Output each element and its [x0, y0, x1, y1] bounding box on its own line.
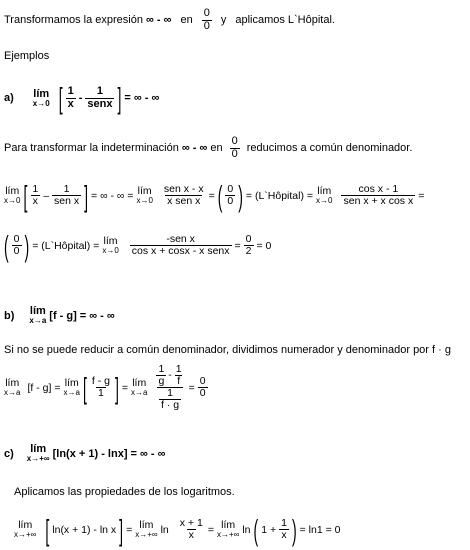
frac-num: 0	[13, 233, 20, 245]
frac-num: 1	[175, 363, 182, 375]
limit	[135, 520, 157, 539]
frac-den: cos x + cosx - x senx	[131, 245, 230, 258]
frac-num: 1	[281, 517, 287, 529]
frac	[156, 364, 166, 387]
intro-y: y	[220, 14, 227, 27]
lim-sub: x→0	[102, 245, 119, 255]
lim-sub: x→+∞	[216, 529, 240, 539]
frac-den: senx	[87, 97, 113, 110]
frac-den: 1	[98, 387, 104, 400]
frac-num: 1	[67, 85, 74, 97]
expr: [ln(x + 1) - lnx]	[52, 447, 128, 460]
eq-result: = ln1 = 0	[299, 523, 341, 536]
hopital-text: = (L`Hôpital) =	[32, 239, 100, 252]
frac-num: 1	[167, 387, 173, 400]
frac-den: 0	[227, 195, 234, 208]
one-plus: 1 +	[261, 523, 277, 536]
eq-part: = ∞ - ∞ =	[91, 189, 134, 202]
limit	[4, 378, 20, 397]
frac-num: cos x - 1	[358, 183, 399, 195]
eq-sign: =	[188, 381, 195, 394]
lim-text: lím	[18, 519, 33, 532]
frac-den: 0	[231, 147, 238, 160]
frac-num: -sen x	[166, 233, 195, 245]
frac	[225, 184, 235, 207]
frac-den: x	[281, 529, 287, 542]
lim-text: lím	[103, 235, 118, 248]
frac-den: sen x	[54, 195, 80, 208]
hopital-text: = (L`Hôpital) =	[245, 189, 314, 202]
lim-text: lím	[29, 305, 46, 317]
intro-text-2: aplicamos L`Hôpital.	[235, 14, 335, 27]
frac	[341, 184, 415, 207]
eq-sign: =	[121, 381, 128, 394]
eq-sign: =	[54, 381, 61, 394]
frac-num: 0	[203, 7, 210, 19]
frac-1-over-senx	[85, 86, 114, 110]
expr: [f - g]	[27, 381, 52, 394]
expr: [f - g]	[49, 309, 77, 322]
limit	[29, 306, 46, 325]
ln-text: ln	[160, 523, 169, 536]
frac-den: 0	[199, 387, 206, 400]
minus-sign: -	[78, 92, 83, 105]
frac-num: 0	[245, 233, 252, 245]
result: = ∞ - ∞	[130, 447, 166, 460]
para-text: Para transformar la indeterminación	[4, 142, 179, 155]
example-a-label: a)	[4, 92, 14, 105]
ln-text: ln	[242, 523, 251, 536]
lim-sub: x→a	[131, 387, 148, 397]
para-c: Aplicamos las propiedades de los logaritmos.	[14, 486, 235, 498]
lim-sub: x→a	[63, 387, 80, 397]
frac-num: sen x - x	[163, 183, 204, 195]
eq-result: = 0	[256, 239, 272, 252]
frac-1-over-x	[66, 86, 76, 110]
example-b-heading	[4, 306, 115, 325]
frac-den: x	[32, 195, 38, 208]
frac-num: x + 1	[179, 517, 203, 529]
frac	[52, 184, 81, 207]
lim-sub: x→+∞	[26, 454, 50, 463]
frac	[162, 184, 206, 207]
frac-num: 1	[158, 363, 165, 375]
frac	[244, 234, 254, 257]
frac	[178, 518, 205, 541]
frac-num: 1	[63, 183, 70, 195]
limit	[316, 186, 332, 205]
frac-num: 1	[32, 183, 39, 195]
limit	[27, 444, 50, 463]
compound-frac	[154, 364, 185, 411]
example-a-heading: a) lím x→0 [ $\frac{1}{x}$ - $\frac{1}{\text{senx}}$ ] = ∞ - ∞	[4, 81, 160, 115]
eq-sign: =	[207, 523, 214, 536]
frac	[279, 518, 289, 541]
compound-den	[157, 387, 183, 411]
frac	[90, 376, 112, 399]
equation-c: lím x→+∞ [ ln(x + 1) - ln x ] = lím x→+∞ ln $\frac{x + 1}{x}$ = lím x→+∞ ln ( 1 + $\frac{1}{x}$ ) = ln1 = 0	[14, 512, 341, 547]
para-text-2: reducimos a común denominador.	[246, 142, 413, 155]
equation-a-1: lím x→0 [ $\frac{1}{x}$ – $\frac{1}{\text{sen x}}$ ] = ∞ - ∞ = lím x→0 $\frac{\text{sen x - x}}{\text{x sen x}}$ = ( $\frac{0}{0}$ ) = (L`Hôpital) = lím x→0 $\frac{\text{cos x - 1}}{\text{sen x + x cos x}}$ =	[4, 178, 425, 213]
lim-text: lím	[5, 377, 20, 390]
result: = ∞ - ∞	[124, 92, 160, 105]
lim-text: lím	[64, 377, 79, 390]
para-a	[4, 136, 412, 160]
limit	[64, 378, 80, 397]
zero-over-zero	[230, 136, 240, 160]
lim-sub: x→+∞	[14, 529, 37, 539]
ejemplos-heading: Ejemplos	[4, 50, 50, 62]
example-b-label: b)	[4, 309, 15, 322]
frac-den: 0	[203, 19, 210, 32]
frac-num: 0	[231, 135, 238, 147]
frac-den: f	[177, 375, 181, 388]
frac	[198, 376, 208, 399]
limit	[217, 520, 239, 539]
frac-num: f - g	[91, 375, 110, 388]
indeterminate-form: ∞ - ∞	[181, 142, 208, 155]
en-text: en	[210, 142, 223, 155]
lim-sub: x→a	[4, 387, 21, 397]
eq-sign: =	[234, 239, 241, 252]
eq-sign: =	[126, 523, 133, 536]
inner-expr: ln(x + 1) - ln x	[52, 523, 117, 536]
equation-a-2: ( $\frac{0}{0}$ ) = (L`Hôpital) = lím x→0 $\frac{\text{-sen x}}{\text{cos x + cosx - x senx}}$ = $\frac{0}{2}$ = 0	[4, 228, 272, 263]
frac	[30, 184, 40, 207]
frac-den: f · g	[161, 399, 180, 412]
frac-den: x	[188, 529, 194, 542]
indeterminate-form: ∞ - ∞	[145, 14, 172, 27]
frac-num: 0	[199, 375, 206, 388]
lim-sub: x→+∞	[135, 529, 158, 539]
frac-den: 0	[13, 245, 20, 258]
limit	[102, 236, 118, 255]
compound-num	[154, 364, 185, 387]
equation-b: lím x→a [f - g] = lím x→a [ $\frac{f - g}{1}$ ] = lím x→a $\frac{1}{g}$ - $\frac{1}{f}$ $\frac{1}{f \cdot g}$ = $\frac{0}{0}$	[4, 363, 206, 412]
lim-sub: x→0	[136, 195, 153, 205]
frac-den: g	[158, 375, 165, 388]
frac-num: 0	[227, 183, 234, 195]
example-c-heading	[4, 444, 165, 463]
lim-sub: x→0	[32, 98, 50, 108]
zero-over-zero	[202, 8, 212, 32]
eq-sign: =	[418, 189, 425, 202]
frac-den: x	[67, 97, 74, 110]
limit	[136, 186, 152, 205]
lim-text: lím	[139, 519, 154, 532]
lim-text: lím	[137, 185, 152, 198]
frac-den: 2	[245, 245, 252, 258]
limit	[131, 378, 147, 397]
frac	[174, 364, 184, 387]
lim-text: lím	[221, 519, 236, 532]
eq-sign: =	[208, 189, 215, 202]
lim-text: lím	[30, 443, 47, 455]
frac	[159, 388, 181, 411]
frac	[130, 234, 232, 257]
limit	[14, 520, 36, 539]
frac	[12, 234, 22, 257]
intro-en: en	[180, 14, 193, 27]
limit: lím x→0	[4, 185, 21, 205]
intro-text-1: Transformamos la expresión	[4, 14, 143, 27]
para-b: Si no se puede reducir a común denominador, dividimos numerador y denominador por f · g	[4, 344, 451, 356]
lim-text: lím	[33, 87, 50, 100]
lim-text: lím	[132, 377, 147, 390]
frac-num: 1	[96, 85, 103, 97]
minus-sign: -	[168, 369, 172, 381]
lim-text: lím	[317, 185, 332, 198]
frac-den: x sen x	[167, 195, 201, 208]
intro-line	[4, 8, 335, 32]
frac-den: sen x + x cos x	[343, 195, 414, 208]
example-c-label: c)	[4, 447, 14, 460]
limit	[33, 89, 50, 108]
lim-sub: x→0	[316, 195, 333, 205]
result: = ∞ - ∞	[79, 309, 115, 322]
lim-sub: x→a	[29, 316, 47, 325]
